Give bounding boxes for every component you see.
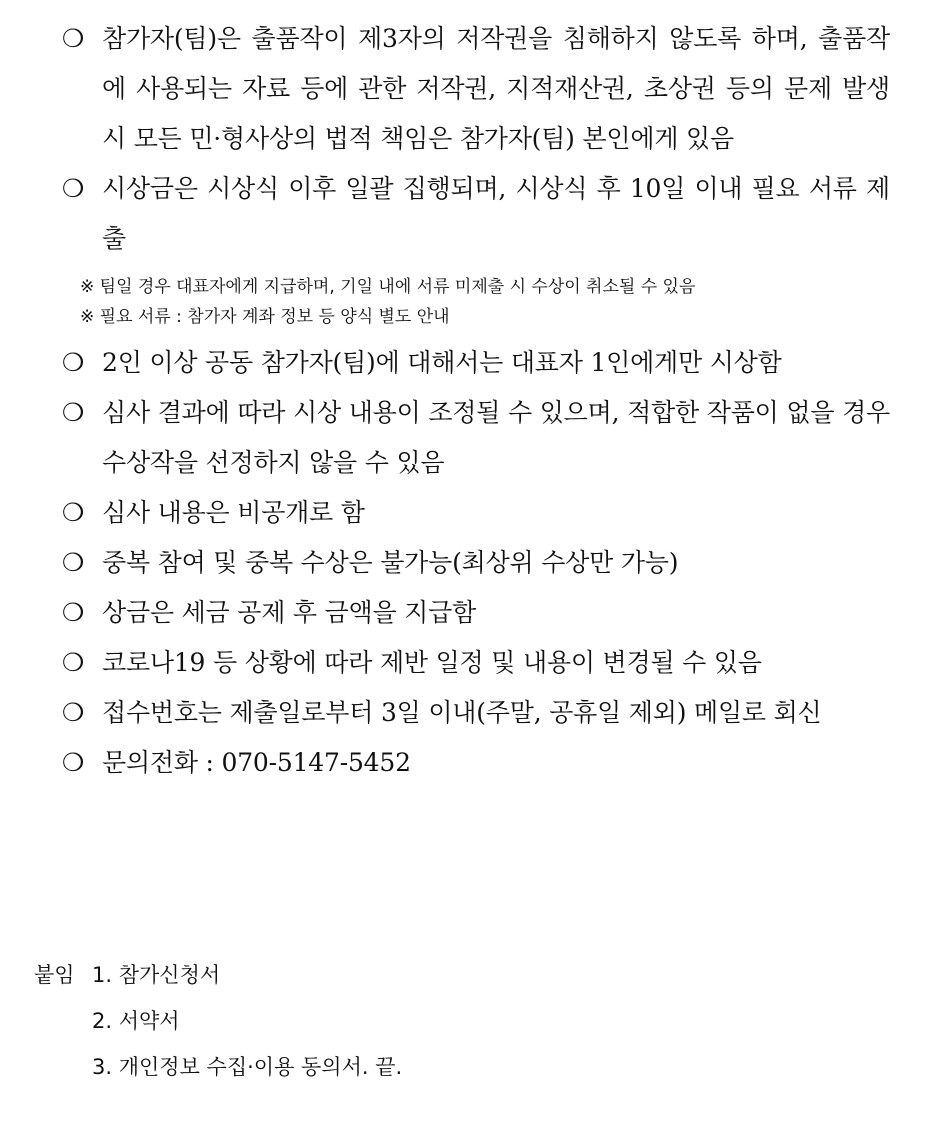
attachment-item: 2. 서약서 (92, 1009, 180, 1033)
attachment-line (34, 1044, 402, 1090)
circle-bullet-icon: ❍ (62, 648, 85, 677)
attachments-section (34, 952, 402, 1090)
attachment-item: 3. 개인정보 수집·이용 동의서. 끝. (92, 1055, 403, 1079)
circle-bullet-icon: ❍ (62, 598, 85, 627)
circle-bullet-icon: ❍ (62, 748, 85, 777)
notice-item (62, 164, 890, 264)
notice-item-text: 상금은 세금 공제 후 금액을 지급함 (102, 598, 477, 627)
notice-item-text: 2인 이상 공동 참가자(팀)에 대해서는 대표자 1인에게만 시상함 (102, 348, 782, 377)
circle-bullet-icon: ❍ (62, 548, 85, 577)
notice-item (62, 638, 890, 688)
notice-item (62, 738, 890, 788)
attachments-label: 붙임 (34, 963, 75, 987)
notice-item-text: 문의전화 : 070-5147-5452 (102, 748, 411, 777)
notice-item (62, 14, 890, 164)
footnote: ※ 필요 서류 : 참가자 계좌 정보 등 양식 별도 안내 (80, 307, 450, 327)
attachment-item: 1. 참가신청서 (92, 963, 221, 987)
notice-item-text: 시상금은 시상식 이후 일괄 집행되며, 시상식 후 10일 이내 필요 서류 제출 (102, 174, 890, 253)
notice-item-text: 코로나19 등 상황에 따라 제반 일정 및 내용이 변경될 수 있음 (102, 648, 762, 677)
notice-item (62, 388, 890, 488)
notice-item-text: 심사 결과에 따라 시상 내용이 조정될 수 있으며, 적합한 작품이 없을 경우 수상작을 선정하지 않을 수 있음 (102, 398, 890, 477)
notice-item-text: 접수번호는 제출일로부터 3일 이내(주말, 공휴일 제외) 메일로 회신 (102, 698, 822, 727)
notice-item (62, 538, 890, 588)
circle-bullet-icon: ❍ (62, 174, 85, 203)
notice-item (62, 588, 890, 638)
notice-item (62, 338, 890, 388)
notice-item (62, 488, 890, 538)
circle-bullet-icon: ❍ (62, 398, 85, 427)
circle-bullet-icon: ❍ (62, 348, 85, 377)
notice-item-text: 심사 내용은 비공개로 함 (102, 498, 365, 527)
circle-bullet-icon: ❍ (62, 24, 85, 53)
circle-bullet-icon: ❍ (62, 498, 85, 527)
notice-item-text: 참가자(팀)은 출품작이 제3자의 저작권을 침해하지 않도록 하며, 출품작에 사용되는 자료 등에 관한 저작권, 지적재산권, 초상권 등의 문제 발생 시 모든 민·형사상의 법적 책임은 참가자(팀) 본인에게 있음 (102, 24, 890, 153)
notice-item-text: 중복 참여 및 중복 수상은 불가능(최상위 수상만 가능) (102, 548, 679, 577)
notice-item (62, 688, 890, 738)
footnote: ※ 팀일 경우 대표자에게 지급하며, 기일 내에 서류 미제출 시 수상이 취소될 수 있음 (80, 277, 696, 297)
attachment-line (34, 998, 402, 1044)
circle-bullet-icon: ❍ (62, 698, 85, 727)
attachment-line (34, 952, 402, 998)
